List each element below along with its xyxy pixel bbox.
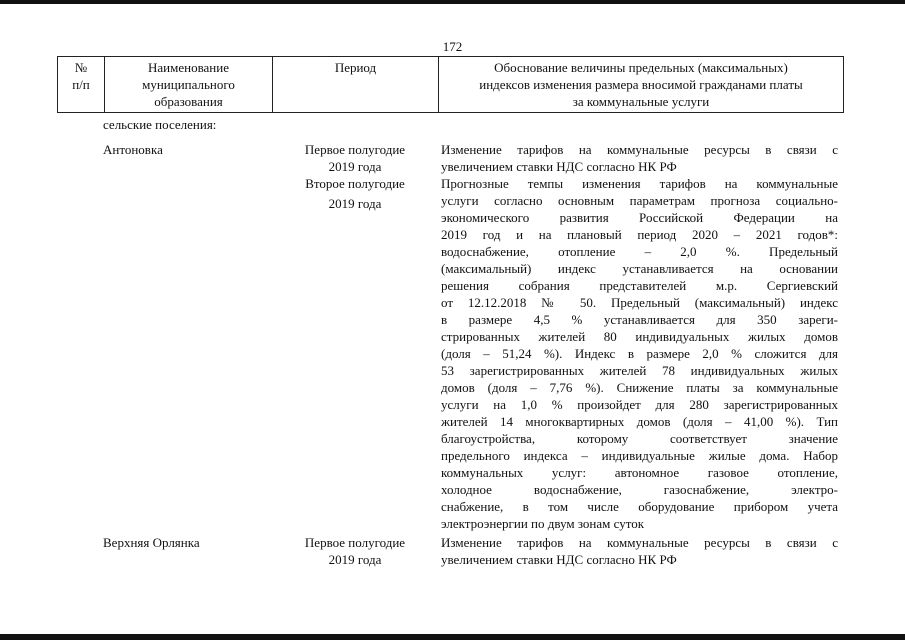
justification-cell: Прогнозные темпы изменения тарифов на коммунальные услуги согласно основным параметрам прогноза социально- экономического развития Российской Федерации на 2019 год и на плановый период 2020 – 2021 годов*: водоснабжение, отопление – 2,0 %. Предельный (максимальный) индекс устанавливается на основании решения собрания представителей м.р. Сергиевский от 12.12.2018 № 50. Предельный (максимальный) индекс в размере 4,5 % устанавливается для 350 зареги- стрированных жителей 80 индивидуальных жилых домов (доля – 51,24 %). Индекс в размере 2,0 % сложится для 53 зарегистрированных жителей 78 индивидуальных жилых домов (доля – 7,76 %). Снижение платы за коммунальные услуги на 1,0 % произойдет для 280 зарегистрированных жителей 14 многоквартирных домов (доля – 41,00 %). Тип благоустройства, которому соответствует значение предельного индекса – индивидуальные жилые дома. Набор коммунальных услуг: автономное газовое отопление, холодное водоснабжение, газоснабжение, электро- снабжение, в том числе оборудование прибором учета электроэнергии по двум зонам суток <box>441 176 838 531</box>
period-cell: Второе полугодие 2019 года <box>305 176 405 211</box>
table-header <box>57 56 844 113</box>
justification-cell: Изменение тарифов на коммунальные ресурсы в связи с увеличением ставки НДС согласно НК РФ <box>441 535 838 567</box>
page-number: 172 <box>442 39 463 54</box>
section-label: сельские поселения: <box>103 117 217 132</box>
period-cell: Первое полугодие 2019 года <box>304 142 406 174</box>
header-col-justification: Обоснование величины предельных (максимальных) индексов изменения размера вносимой гражданами платы за коммунальные услуги <box>479 60 803 109</box>
justification-cell: Изменение тарифов на коммунальные ресурсы в связи с увеличением ставки НДС согласно НК РФ <box>441 142 838 174</box>
period-cell: Первое полугодие 2019 года <box>304 535 406 567</box>
municipality-name: Верхняя Орлянка <box>103 535 200 550</box>
municipality-name: Антоновка <box>103 142 163 157</box>
header-col-number: № п/п <box>72 60 90 92</box>
bottom-border-rule <box>0 634 905 640</box>
top-border-rule <box>0 0 905 4</box>
header-col-municipality: Наименование муниципального образования <box>142 60 235 109</box>
header-col-period: Период <box>334 60 377 75</box>
